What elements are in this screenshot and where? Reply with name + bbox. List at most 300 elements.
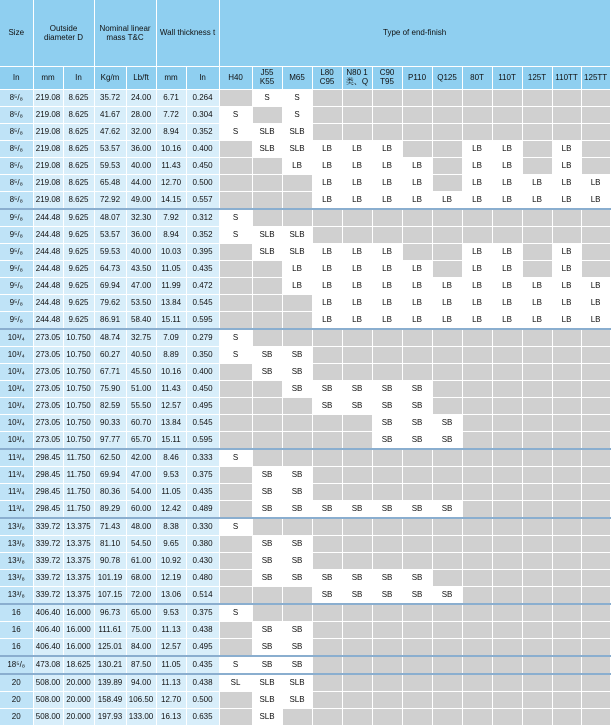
end-finish-cell xyxy=(462,674,492,692)
end-finish-cell xyxy=(252,432,282,450)
wall-mm-cell: 10.16 xyxy=(156,141,186,158)
end-finish-cell xyxy=(372,674,402,692)
end-finish-cell xyxy=(522,347,552,364)
end-finish-cell xyxy=(432,209,462,227)
mass-lbft-cell: 58.40 xyxy=(126,312,156,330)
table-row xyxy=(0,398,610,415)
grade-header: 110TT xyxy=(552,67,581,90)
table-row xyxy=(0,347,610,364)
mass-kgm-cell: 62.50 xyxy=(94,449,126,467)
end-finish-cell: LB xyxy=(462,175,492,192)
end-finish-cell xyxy=(552,90,581,107)
end-finish-cell: LB xyxy=(552,261,581,278)
size-cell: 9⁵/₈ xyxy=(0,227,33,244)
end-finish-cell xyxy=(462,364,492,381)
end-finish-cell: LB xyxy=(282,158,312,175)
end-finish-cell: LB xyxy=(552,192,581,210)
od-mm-cell: 508.00 xyxy=(33,709,63,726)
od-in-cell: 10.750 xyxy=(63,347,94,364)
end-finish-cell xyxy=(312,674,342,692)
end-finish-cell xyxy=(462,484,492,501)
end-finish-cell xyxy=(522,90,552,107)
end-finish-cell xyxy=(402,484,432,501)
end-finish-cell xyxy=(432,244,462,261)
mass-lbft-cell: 55.50 xyxy=(126,398,156,415)
end-finish-cell xyxy=(462,587,492,605)
wall-mm-cell: 12.70 xyxy=(156,692,186,709)
end-finish-cell xyxy=(402,329,432,347)
end-finish-cell xyxy=(219,639,252,657)
end-finish-cell: SB xyxy=(402,432,432,450)
mass-lbft-cell: 53.50 xyxy=(126,295,156,312)
end-finish-cell xyxy=(402,244,432,261)
end-finish-cell xyxy=(312,90,342,107)
end-finish-cell xyxy=(432,107,462,124)
od-in-cell: 13.375 xyxy=(63,570,94,587)
end-finish-cell xyxy=(252,158,282,175)
table-row xyxy=(0,553,610,570)
end-finish-cell: SB xyxy=(252,467,282,484)
end-finish-cell xyxy=(312,622,342,639)
size-cell: 20 xyxy=(0,709,33,726)
end-finish-cell xyxy=(581,639,610,657)
end-finish-cell: SB xyxy=(282,484,312,501)
table-row xyxy=(0,175,610,192)
od-mm-cell: 219.08 xyxy=(33,90,63,107)
end-finish-cell: LB xyxy=(402,278,432,295)
end-finish-cell: SB xyxy=(252,501,282,519)
wall-mm-cell: 9.53 xyxy=(156,467,186,484)
size-cell: 11³/₄ xyxy=(0,449,33,467)
wall-mm-cell: 11.13 xyxy=(156,674,186,692)
size-cell: 10³/₄ xyxy=(0,347,33,364)
end-finish-cell: LB xyxy=(312,192,342,210)
od-mm-cell: 244.48 xyxy=(33,278,63,295)
od-mm-cell: 273.05 xyxy=(33,432,63,450)
end-finish-cell: LB xyxy=(492,312,522,330)
wall-in-cell: 0.480 xyxy=(186,570,219,587)
table-row xyxy=(0,639,610,657)
end-finish-cell xyxy=(342,674,372,692)
end-finish-cell xyxy=(372,347,402,364)
end-finish-cell: LB xyxy=(552,158,581,175)
od-mm-cell: 244.48 xyxy=(33,261,63,278)
od-in-cell: 16.000 xyxy=(63,622,94,639)
wall-in-cell: 0.450 xyxy=(186,158,219,175)
end-finish-cell xyxy=(581,709,610,726)
mass-kgm-cell: 75.90 xyxy=(94,381,126,398)
end-finish-cell: SLB xyxy=(282,692,312,709)
od-mm-cell: 339.72 xyxy=(33,553,63,570)
end-finish-cell: LB xyxy=(342,295,372,312)
end-finish-cell xyxy=(219,587,252,605)
table-row xyxy=(0,261,610,278)
mass-lbft-cell: 65.70 xyxy=(126,432,156,450)
end-finish-cell: LB xyxy=(522,312,552,330)
end-finish-cell xyxy=(219,295,252,312)
end-finish-cell xyxy=(462,347,492,364)
end-finish-cell xyxy=(402,107,432,124)
end-finish-cell: SB xyxy=(312,587,342,605)
end-finish-cell xyxy=(342,622,372,639)
end-finish-cell xyxy=(492,415,522,432)
od-in-cell: 20.000 xyxy=(63,674,94,692)
end-finish-cell xyxy=(492,381,522,398)
end-finish-cell xyxy=(552,449,581,467)
end-finish-cell xyxy=(432,467,462,484)
end-finish-cell xyxy=(552,347,581,364)
size-cell: 10³/₄ xyxy=(0,432,33,450)
end-finish-cell: SB xyxy=(342,501,372,519)
end-finish-cell xyxy=(312,107,342,124)
od-in-cell: 9.625 xyxy=(63,244,94,261)
size-cell: 8⁵/₈ xyxy=(0,192,33,210)
end-finish-cell xyxy=(282,329,312,347)
wall-in-cell: 0.495 xyxy=(186,639,219,657)
od-in-cell: 10.750 xyxy=(63,329,94,347)
table-row xyxy=(0,449,610,467)
mass-kgm-cell: 125.01 xyxy=(94,639,126,657)
end-finish-cell xyxy=(581,124,610,141)
end-finish-cell xyxy=(462,449,492,467)
size-cell: 11³/₄ xyxy=(0,501,33,519)
mass-lbft-cell: 106.50 xyxy=(126,692,156,709)
od-in-cell: 8.625 xyxy=(63,175,94,192)
end-finish-cell xyxy=(462,467,492,484)
size-cell: 8⁵/₈ xyxy=(0,107,33,124)
end-finish-cell xyxy=(219,244,252,261)
end-finish-cell xyxy=(581,415,610,432)
od-in-cell: 20.000 xyxy=(63,709,94,726)
end-finish-cell xyxy=(522,124,552,141)
end-finish-cell xyxy=(552,415,581,432)
end-finish-cell: SB xyxy=(372,381,402,398)
end-finish-cell xyxy=(581,381,610,398)
end-finish-cell xyxy=(312,329,342,347)
end-finish-cell xyxy=(581,587,610,605)
mass-kgm-cell: 79.62 xyxy=(94,295,126,312)
end-finish-cell xyxy=(581,484,610,501)
end-finish-cell xyxy=(312,604,342,622)
end-finish-cell xyxy=(282,518,312,536)
mass-lbft-cell: 60.00 xyxy=(126,501,156,519)
end-finish-cell xyxy=(581,501,610,519)
table-row xyxy=(0,329,610,347)
od-mm-cell: 219.08 xyxy=(33,107,63,124)
od-in-cell: 11.750 xyxy=(63,467,94,484)
nominal-mass-header: Nominal linear mass T&C xyxy=(94,0,156,67)
end-finish-cell xyxy=(581,209,610,227)
end-finish-cell: LB xyxy=(522,278,552,295)
end-finish-cell xyxy=(312,364,342,381)
end-finish-cell xyxy=(492,587,522,605)
end-finish-cell xyxy=(219,398,252,415)
wall-in-cell: 0.380 xyxy=(186,536,219,553)
end-finish-cell xyxy=(432,175,462,192)
wall-mm-cell: 11.43 xyxy=(156,381,186,398)
mass-kgm-cell: 107.15 xyxy=(94,587,126,605)
grade-header: P110 xyxy=(402,67,432,90)
wall-mm-cell: 12.70 xyxy=(156,175,186,192)
od-mm-cell: 244.48 xyxy=(33,295,63,312)
table-row xyxy=(0,192,610,210)
wall-in-cell: 0.489 xyxy=(186,501,219,519)
end-finish-cell: LB xyxy=(462,192,492,210)
wall-in-cell: 0.352 xyxy=(186,227,219,244)
end-finish-cell: SB xyxy=(402,381,432,398)
wall-in-cell: 0.333 xyxy=(186,449,219,467)
end-finish-cell xyxy=(462,90,492,107)
end-finish-cell: SB xyxy=(432,587,462,605)
end-finish-cell xyxy=(492,449,522,467)
end-finish-cell xyxy=(402,674,432,692)
wall-in-cell: 0.495 xyxy=(186,398,219,415)
end-finish-cell: LB xyxy=(581,312,610,330)
end-finish-cell xyxy=(552,656,581,674)
end-finish-cell xyxy=(581,329,610,347)
end-finish-cell: LB xyxy=(342,278,372,295)
table-row xyxy=(0,415,610,432)
end-finish-cell: SLB xyxy=(252,227,282,244)
end-finish-cell xyxy=(581,261,610,278)
end-finish-cell xyxy=(432,329,462,347)
end-finish-cell xyxy=(402,209,432,227)
end-finish-cell: SLB xyxy=(252,124,282,141)
end-finish-cell xyxy=(342,518,372,536)
end-finish-cell xyxy=(462,656,492,674)
end-finish-cell xyxy=(372,536,402,553)
wall-mm-cell: 12.19 xyxy=(156,570,186,587)
wall-mm-cell: 16.13 xyxy=(156,709,186,726)
end-finish-cell: LB xyxy=(342,261,372,278)
end-finish-cell: S xyxy=(282,107,312,124)
end-finish-cell: SB xyxy=(312,381,342,398)
end-finish-cell: LB xyxy=(552,244,581,261)
wall-mm-cell: 11.99 xyxy=(156,278,186,295)
end-finish-cell: SB xyxy=(432,415,462,432)
end-finish-cell: SB xyxy=(402,398,432,415)
wall-in-cell: 0.514 xyxy=(186,587,219,605)
end-finish-cell: SB xyxy=(372,415,402,432)
wall-in-cell: 0.395 xyxy=(186,244,219,261)
end-finish-cell xyxy=(219,175,252,192)
end-finish-cell xyxy=(312,692,342,709)
od-mm-cell: 298.45 xyxy=(33,467,63,484)
wall-in-cell: 0.557 xyxy=(186,192,219,210)
end-finish-cell: LB xyxy=(372,192,402,210)
end-finish-cell: SLB xyxy=(282,674,312,692)
end-finish-cell: LB xyxy=(312,244,342,261)
end-finish-cell xyxy=(402,467,432,484)
grade-header: H40 xyxy=(219,67,252,90)
od-mm-cell: 273.05 xyxy=(33,329,63,347)
size-cell: 9⁵/₈ xyxy=(0,261,33,278)
end-finish-cell xyxy=(312,553,342,570)
end-finish-cell xyxy=(581,158,610,175)
end-finish-cell xyxy=(372,227,402,244)
end-finish-cell xyxy=(581,553,610,570)
end-finish-cell: LB xyxy=(372,244,402,261)
end-finish-cell: LB xyxy=(492,141,522,158)
wall-in-cell: 0.375 xyxy=(186,467,219,484)
end-finish-cell xyxy=(312,467,342,484)
end-finish-cell xyxy=(552,124,581,141)
end-finish-cell xyxy=(372,124,402,141)
od-in-cell: 9.625 xyxy=(63,209,94,227)
end-finish-cell xyxy=(219,278,252,295)
grade-header: 125TT xyxy=(581,67,610,90)
mass-lbft-cell: 65.00 xyxy=(126,604,156,622)
size-cell: 16 xyxy=(0,604,33,622)
wall-in-cell: 0.635 xyxy=(186,709,219,726)
end-finish-cell xyxy=(282,398,312,415)
od-in-cell: 13.375 xyxy=(63,587,94,605)
table-row xyxy=(0,209,610,227)
end-finish-cell xyxy=(581,107,610,124)
wall-in-cell: 0.430 xyxy=(186,553,219,570)
end-finish-cell: SB xyxy=(342,381,372,398)
end-finish-cell xyxy=(312,347,342,364)
wall-mm-cell: 10.16 xyxy=(156,364,186,381)
end-finish-cell: LB xyxy=(552,312,581,330)
mass-lbft-cell: 49.00 xyxy=(126,192,156,210)
od-mm-cell: 298.45 xyxy=(33,484,63,501)
wall-mm-cell: 7.09 xyxy=(156,329,186,347)
end-finish-cell xyxy=(252,604,282,622)
size-cell: 13³/₈ xyxy=(0,553,33,570)
wall-mm-cell: 12.57 xyxy=(156,639,186,657)
end-finish-cell xyxy=(312,536,342,553)
grade-header: N80 1类、Q xyxy=(342,67,372,90)
end-finish-cell: SB xyxy=(432,432,462,450)
end-finish-cell xyxy=(342,484,372,501)
end-finish-cell: LB xyxy=(342,141,372,158)
end-finish-cell xyxy=(432,227,462,244)
end-finish-cell: LB xyxy=(462,244,492,261)
end-finish-cell xyxy=(462,570,492,587)
mass-lbft-cell: 36.00 xyxy=(126,141,156,158)
end-finish-cell: S xyxy=(219,449,252,467)
end-finish-cell xyxy=(492,501,522,519)
od-in-cell: 11.750 xyxy=(63,484,94,501)
end-finish-cell xyxy=(402,709,432,726)
unit-header: In xyxy=(186,67,219,90)
end-finish-cell xyxy=(492,329,522,347)
unit-header: In xyxy=(0,67,33,90)
wall-mm-cell: 8.46 xyxy=(156,449,186,467)
wall-in-cell: 0.264 xyxy=(186,90,219,107)
size-cell: 16 xyxy=(0,622,33,639)
end-finish-cell: LB xyxy=(402,312,432,330)
end-finish-cell xyxy=(432,622,462,639)
end-finish-cell xyxy=(219,432,252,450)
end-finish-cell xyxy=(552,553,581,570)
end-finish-cell xyxy=(552,467,581,484)
end-finish-cell xyxy=(432,709,462,726)
od-mm-cell: 508.00 xyxy=(33,674,63,692)
od-in-cell: 16.000 xyxy=(63,604,94,622)
end-finish-cell xyxy=(219,570,252,587)
end-finish-cell xyxy=(402,692,432,709)
end-finish-cell xyxy=(312,709,342,726)
end-finish-cell xyxy=(219,312,252,330)
end-finish-cell: SB xyxy=(282,536,312,553)
mass-lbft-cell: 54.00 xyxy=(126,484,156,501)
od-in-cell: 8.625 xyxy=(63,141,94,158)
end-finish-cell xyxy=(581,432,610,450)
table-row xyxy=(0,501,610,519)
end-finish-cell: S xyxy=(252,90,282,107)
end-finish-cell xyxy=(432,674,462,692)
end-finish-cell: LB xyxy=(522,295,552,312)
size-cell: 10³/₄ xyxy=(0,364,33,381)
mass-kgm-cell: 59.53 xyxy=(94,158,126,175)
end-finish-cell xyxy=(402,124,432,141)
wall-mm-cell: 8.89 xyxy=(156,347,186,364)
end-finish-cell: SLB xyxy=(252,141,282,158)
mass-kgm-cell: 96.73 xyxy=(94,604,126,622)
end-finish-cell: SB xyxy=(252,364,282,381)
end-finish-cell: S xyxy=(219,209,252,227)
end-finish-cell xyxy=(432,364,462,381)
end-finish-cell: S xyxy=(219,107,252,124)
mass-kgm-cell: 197.93 xyxy=(94,709,126,726)
end-finish-cell xyxy=(342,467,372,484)
end-finish-cell: SL xyxy=(219,674,252,692)
end-finish-cell xyxy=(581,244,610,261)
od-in-cell: 20.000 xyxy=(63,692,94,709)
end-finish-cell: SB xyxy=(312,570,342,587)
od-mm-cell: 473.08 xyxy=(33,656,63,674)
end-finish-cell: SB xyxy=(402,415,432,432)
end-finish-cell xyxy=(522,449,552,467)
end-finish-cell: SB xyxy=(282,553,312,570)
end-finish-cell: S xyxy=(219,227,252,244)
end-finish-cell xyxy=(581,604,610,622)
od-mm-cell: 273.05 xyxy=(33,364,63,381)
end-finish-cell xyxy=(552,329,581,347)
mass-lbft-cell: 51.00 xyxy=(126,381,156,398)
od-in-cell: 10.750 xyxy=(63,381,94,398)
mass-kgm-cell: 86.91 xyxy=(94,312,126,330)
wall-mm-cell: 11.05 xyxy=(156,261,186,278)
end-finish-cell xyxy=(372,518,402,536)
end-finish-cell xyxy=(219,90,252,107)
end-finish-cell xyxy=(372,467,402,484)
end-finish-cell xyxy=(552,639,581,657)
end-finish-cell: LB xyxy=(402,192,432,210)
size-cell: 9⁵/₈ xyxy=(0,312,33,330)
wall-in-cell: 0.400 xyxy=(186,141,219,158)
end-finish-cell xyxy=(492,398,522,415)
wall-mm-cell: 7.72 xyxy=(156,107,186,124)
end-finish-cell xyxy=(462,415,492,432)
end-finish-cell xyxy=(312,449,342,467)
grade-header: L80 C95 xyxy=(312,67,342,90)
end-finish-cell xyxy=(552,107,581,124)
end-finish-cell xyxy=(219,415,252,432)
end-finish-cell xyxy=(282,709,312,726)
end-finish-cell xyxy=(432,484,462,501)
end-finish-cell xyxy=(432,656,462,674)
end-finish-cell xyxy=(462,604,492,622)
od-in-cell: 13.375 xyxy=(63,553,94,570)
end-finish-cell: LB xyxy=(462,295,492,312)
end-finish-cell xyxy=(372,692,402,709)
end-finish-cell xyxy=(581,536,610,553)
end-finish-cell xyxy=(342,124,372,141)
end-finish-cell xyxy=(312,124,342,141)
